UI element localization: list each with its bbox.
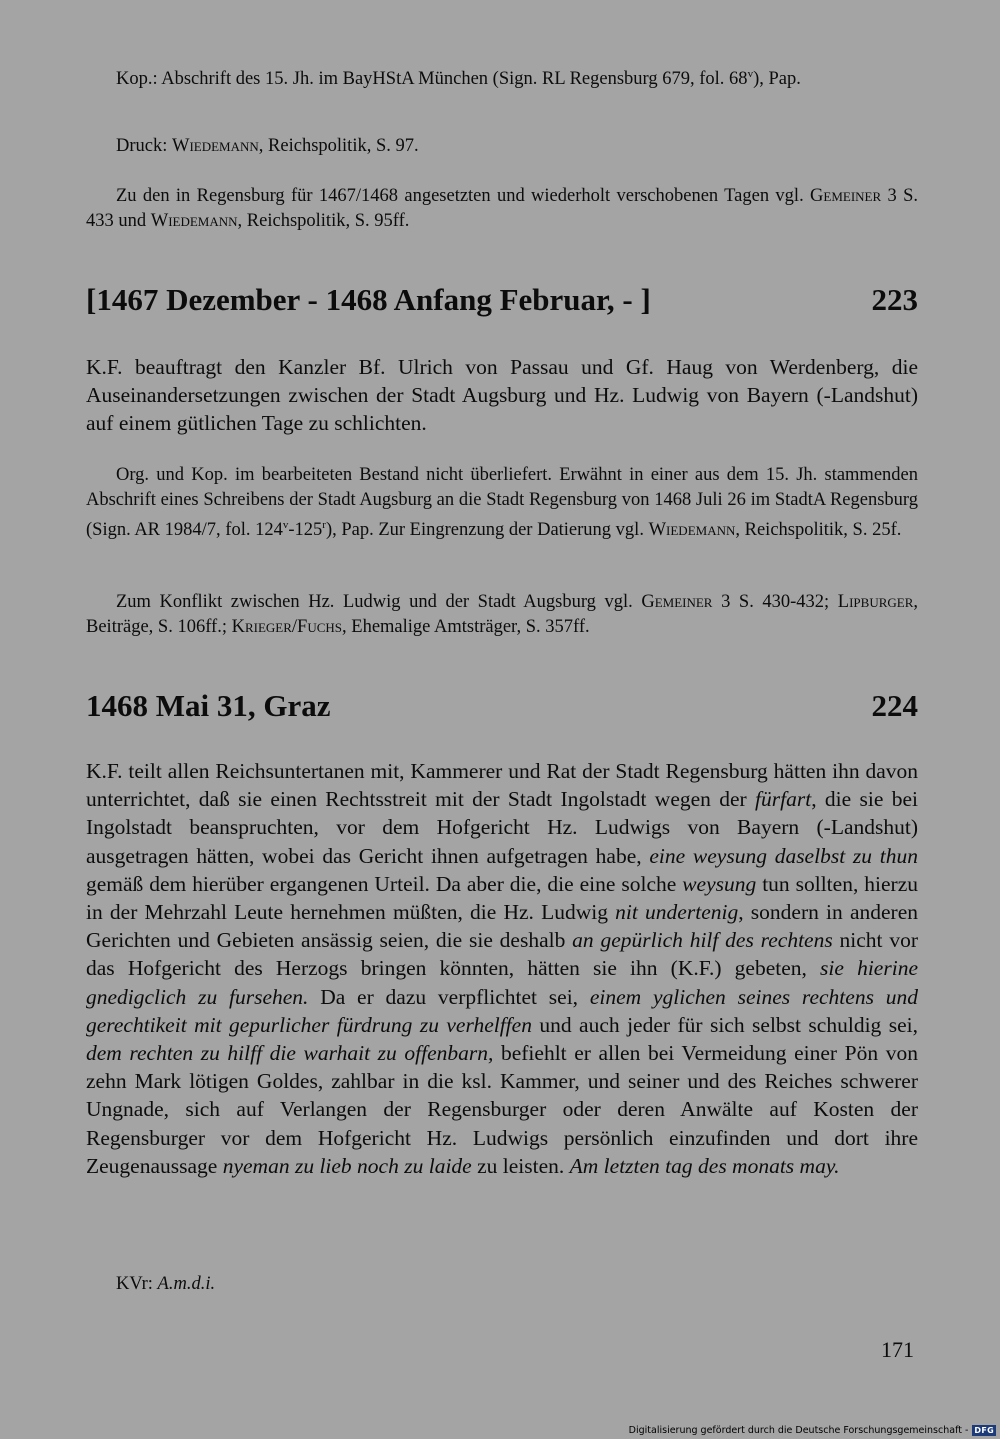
tage-text: Zu den in Regensburg für 1467/1468 angesetzten und wiederholt verschobenen Tagen vgl. [116, 186, 811, 206]
summary-part: , sondern in anderen Gerichten und Gebieten ansässig seien, die sie deshalb [86, 900, 918, 953]
dfg-logo: DFG [974, 1426, 994, 1435]
summary-part: nicht vor das Hofgericht des Herzogs bringen könnten, hätten sie ihn (K.F.) gebeten, [86, 928, 918, 981]
summary-part: befiehlt er allen bei Vermeidung einer Pön von zehn Mark lötigen Goldes, zahlbar in die ksl. Kammer, und seiner und des Reiches schwerer Ungnade, sich auf Verlangen der Regensburger oder deren Anwälte auf Kosten der Regensburger vor dem Hofgericht Hz. Ludwigs persönlich einzufinden und dort ihre Zeugenaussage [86, 1041, 918, 1178]
quote-italic: fürfart [755, 787, 812, 812]
quote-italic: einem yglichen seines rechtens und gerechtikeit mit gepurlicher fürdrung zu verhelffen [86, 984, 918, 1037]
entry-223-note-org [86, 463, 918, 543]
tage-author-1: Gemeiner [810, 186, 882, 206]
druck-label: Druck: [116, 136, 172, 156]
entry-223-number: 223 [871, 282, 918, 317]
konf-author-1: Gemeiner [641, 592, 713, 612]
footer-text: Digitalisierung gefördert durch die Deutsche Forschungsgemeinschaft - [628, 1425, 969, 1436]
entry-224-date: 1468 Mai 31, Graz [86, 688, 331, 723]
quote-italic: nit undertenig [615, 900, 739, 925]
entry-224-heading [86, 688, 918, 724]
summary-part: und auch jeder für sich selbst schuldig sei, [531, 1012, 918, 1037]
entry-223-date: [1467 Dezember - 1468 Anfang Februar, - ] [86, 282, 651, 317]
konf-text-3: , Beiträge, S. 106ff.; [86, 592, 919, 637]
tage-author-2: Wiedemann [150, 211, 238, 231]
note-kop [86, 62, 918, 92]
quote-italic: weysung [682, 871, 757, 896]
org-text-3: ), Pap. Zur Eingrenzung der Datierung vgl. [325, 520, 649, 541]
quote-italic: Am letzten tag des monats may. [569, 1153, 840, 1178]
tage-text-2: 3 S. 433 und [86, 186, 918, 231]
summary-part: K.F. teilt allen Reichsuntertanen mit, Kammerer und Rat der Stadt Regensburg hätten ihn davon unterrichtet, daß sie einen Rechtsstreit mit der Stadt Ingolstadt wegen der [86, 759, 918, 812]
konf-text-2: 3 S. 430-432; [712, 592, 838, 612]
org-text-4: , Reichspolitik, S. 25f. [735, 520, 902, 541]
kop-text: Kop.: Abschrift des 15. Jh. im BayHStA München (Sign. RL Regensburg 679, fol. 68 [116, 69, 748, 90]
summary-part: gemäß dem hierüber ergangenen Urteil. Da aber die, die eine solche [86, 871, 683, 896]
konf-author-3: Krieger/Fuchs [231, 617, 343, 637]
footer-credit [629, 1425, 996, 1436]
org-sup-1: v [282, 519, 289, 531]
summary-part: , die sie bei Ingolstadt beanspruchten, vor dem Hofgericht Hz. Ludwigs von Bayern (-Landshut) ausgetragen hätten, wobei das Gericht ihnen aufgetragen habe, [86, 787, 918, 868]
entry-224-summary [86, 757, 918, 1180]
entry-223-note-konflikt [86, 590, 918, 640]
entry-223-summary-text: K.F. beauftragt den Kanzler Bf. Ulrich von Passau und Gf. Haug von Werdenberg, die Auseinandersetzungen zwischen der Stadt Augsburg und Hz. Ludwig von Bayern (-Landshut) auf einem gütlichen Tage zu schlichten. [86, 355, 918, 436]
entry-223-heading [86, 282, 918, 318]
summary-part: zu leisten. [471, 1153, 570, 1178]
entry-224-kvr [86, 1272, 918, 1297]
kop-sup: v [747, 68, 754, 80]
page-number: 171 [881, 1337, 914, 1362]
quote-italic: dem rechten zu hilff die warhait zu offenbarn, [86, 1041, 494, 1066]
konf-author-2: Lipburger [837, 592, 914, 612]
quote-italic: eine weysung daselbst zu thun [649, 843, 918, 868]
quote-italic: sie hierine gnedigclich zu fursehen. [86, 956, 918, 1009]
kvr-value: A.m.d.i. [157, 1274, 216, 1294]
kop-text-end: ), Pap. [753, 69, 801, 90]
kvr-label: KVr: [116, 1274, 158, 1294]
entry-223-summary [86, 353, 918, 438]
org-author: Wiedemann [648, 520, 736, 541]
note-druck [86, 134, 918, 159]
summary-part: Da er dazu verpflichtet sei, [308, 984, 590, 1009]
druck-ref: , Reichspolitik, S. 97. [258, 136, 419, 156]
org-text-2: -125 [288, 520, 323, 541]
org-sup-2: r [322, 519, 326, 531]
entry-224-number: 224 [871, 688, 918, 723]
druck-author: Wiedemann [172, 136, 259, 156]
konf-text: Zum Konflikt zwischen Hz. Ludwig und der Stadt Augsburg vgl. [116, 592, 642, 612]
tage-text-3: , Reichspolitik, S. 95ff. [237, 211, 410, 231]
quote-italic: nyeman zu lieb noch zu laide [222, 1153, 472, 1178]
org-text: Org. und Kop. im bearbeiteten Bestand nicht überliefert. Erwähnt in einer aus dem 15. Jh. stammenden Abschrift eines Schreibens der Stadt Augsburg an die Stadt Regensburg von 1468 Juli 26 im StadtA Regensburg (Sign. AR 1984/7, fol. 124 [86, 465, 918, 541]
quote-italic: an gepürlich hilf des rechtens [572, 928, 833, 953]
note-tage [86, 184, 918, 234]
konf-text-4: , Ehemalige Amtsträger, S. 357ff. [342, 617, 590, 637]
summary-part: tun sollten, hierzu in der Mehrzahl Leute hernehmen müßten, die Hz. Ludwig [86, 871, 918, 925]
